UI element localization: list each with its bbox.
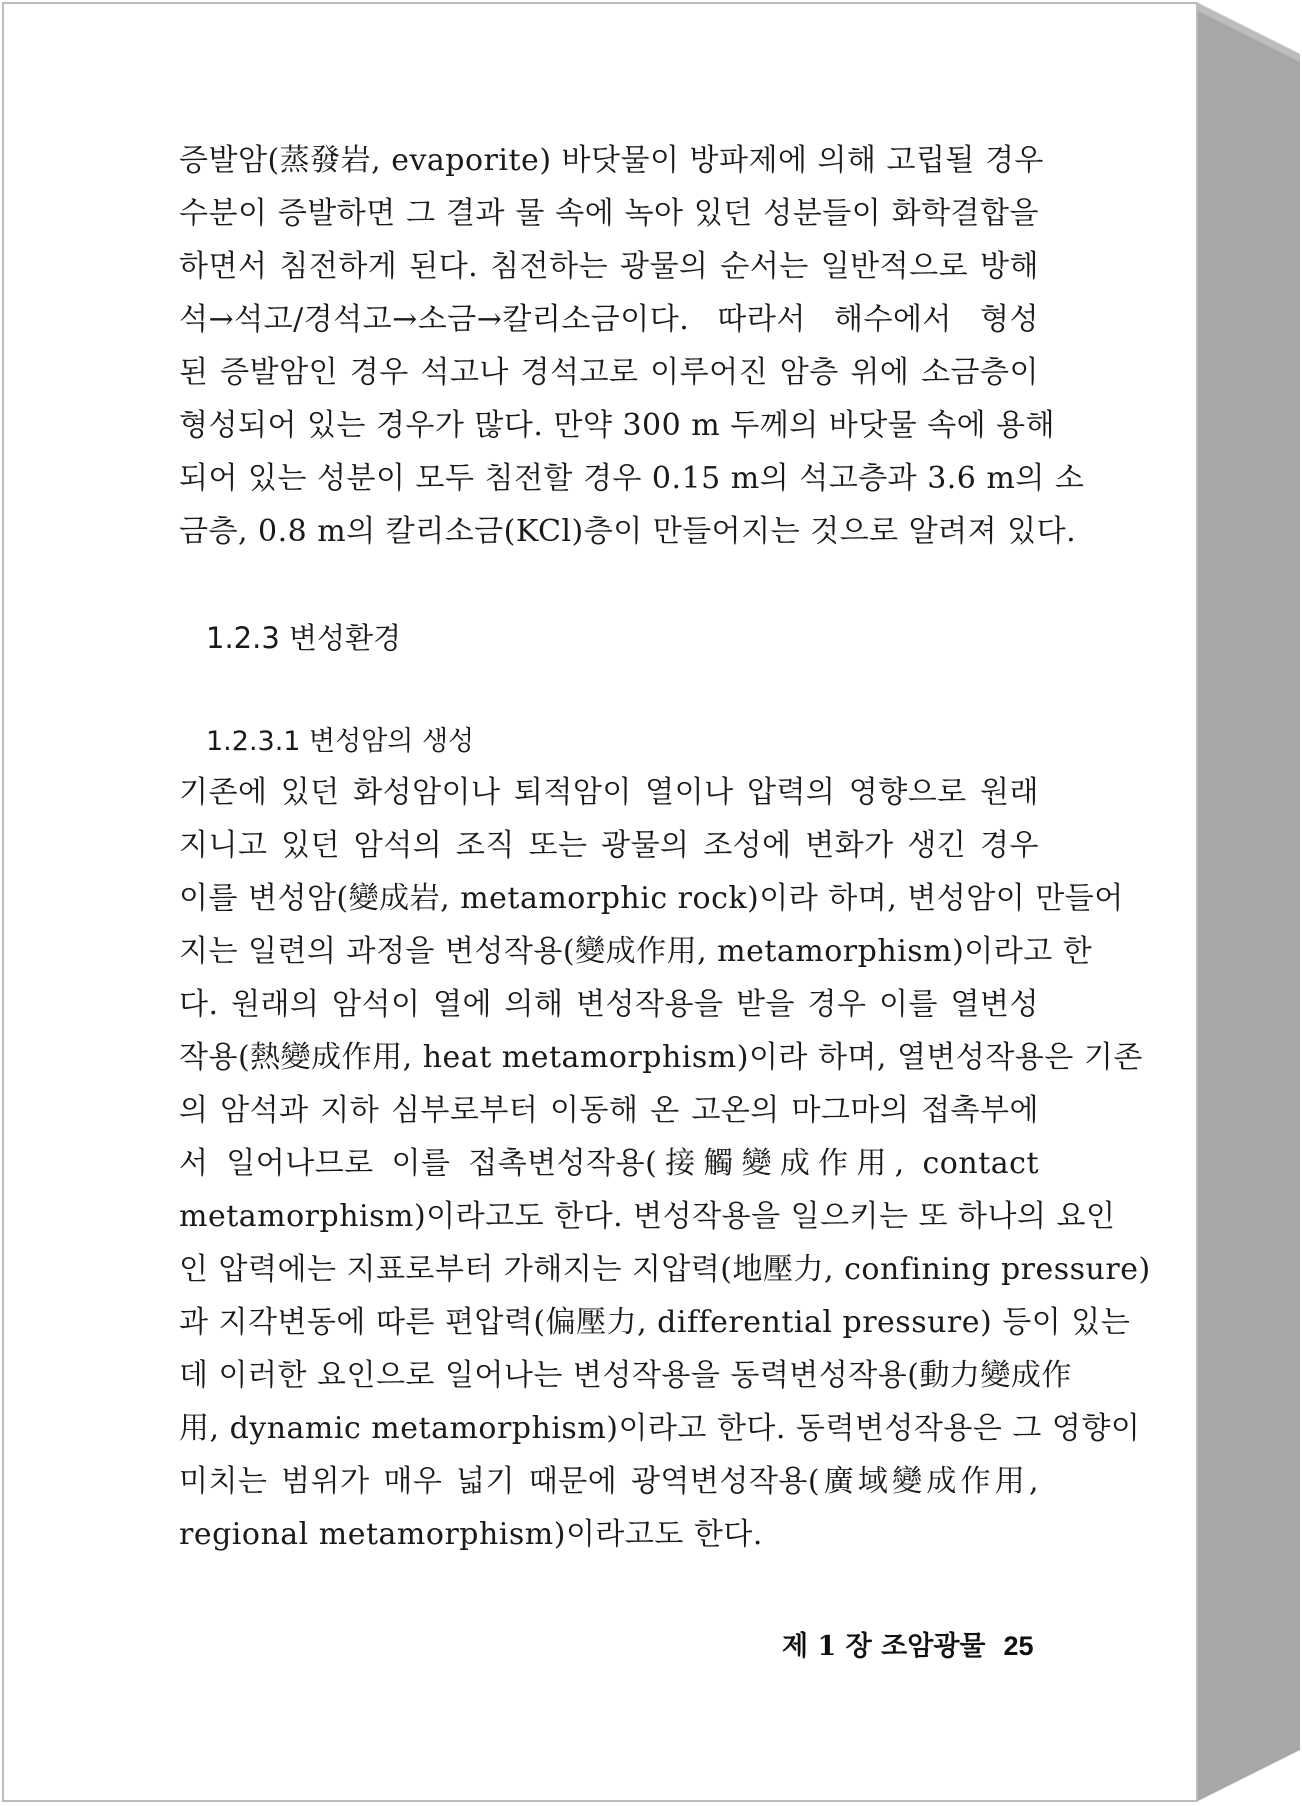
page-number: 25: [1003, 1631, 1034, 1661]
document-page: [2, 2, 1198, 1802]
text-line: 석→석고/경석고→소금→칼리소금이다. 따라서 해수에서 형성: [179, 302, 1039, 337]
text-line: 형성되어 있는 경우가 많다. 만약 300 m 두께의 바닷물 속에 용해: [179, 408, 1056, 443]
section-heading: 1.2.3 변성환경: [206, 621, 402, 655]
text-line: 미치는 범위가 매우 넓기 때문에 광역변성작용(廣域變成作用,: [179, 1464, 1039, 1499]
text-line: 인 압력에는 지표로부터 가해지는 지압력(地壓力, confining pressure): [179, 1252, 1151, 1287]
text-line: 증발암(蒸發岩, evaporite) 바닷물이 방파제에 의해 고립될 경우: [179, 143, 1044, 178]
text-line: 금층, 0.8 m의 칼리소금(KCl)층이 만들어지는 것으로 알려져 있다.: [179, 514, 1077, 549]
text-line: 지는 일련의 과정을 변성작용(變成作用, metamorphism)이라고 한: [179, 934, 1093, 969]
text-line: 과 지각변동에 따른 편압력(偏壓力, differential pressure) 등이 있는: [179, 1305, 1131, 1340]
text-line: 의 암석과 지하 심부로부터 이동해 온 고온의 마그마의 접촉부에: [179, 1093, 1039, 1128]
text-line: 서 일어나므로 이를 접촉변성작용(接觸變成作用, contact: [179, 1146, 1039, 1181]
text-line: 데 이러한 요인으로 일어나는 변성작용을 동력변성작용(動力變成作: [179, 1358, 1072, 1393]
text-line: 이를 변성암(變成岩, metamorphic rock)이라 하며, 변성암이 만들어: [179, 881, 1124, 916]
page-footer: [782, 1624, 1034, 1663]
text-line: metamorphism)이라고도 한다. 변성작용을 일으키는 또 하나의 요인: [179, 1199, 1116, 1234]
text-line: 하면서 침전하게 된다. 침전하는 광물의 순서는 일반적으로 방해: [179, 249, 1039, 284]
chapter-title: 제 1 장 조암광물: [782, 1631, 986, 1662]
text-line: 지니고 있던 암석의 조직 또는 광물의 조성에 변화가 생긴 경우: [179, 828, 1039, 863]
text-line: 작용(熱變成作用, heat metamorphism)이라 하며, 열변성작용은 기존: [179, 1040, 1143, 1075]
text-line: 다. 원래의 암석이 열에 의해 변성작용을 받을 경우 이를 열변성: [179, 987, 1039, 1022]
subsection-heading: 1.2.3.1 변성암의 생성: [206, 726, 475, 757]
metamorphic-paragraph: [179, 766, 1151, 1561]
text-line: 기존에 있던 화성암이나 퇴적암이 열이나 압력의 영향으로 원래: [179, 775, 1039, 810]
book-edge: [1196, 2, 1300, 1802]
text-line: 되어 있는 성분이 모두 침전할 경우 0.15 m의 석고층과 3.6 m의 소: [179, 461, 1085, 496]
text-line: 수분이 증발하면 그 결과 물 속에 녹아 있던 성분들이 화학결합을: [179, 196, 1039, 231]
evaporite-paragraph: [179, 134, 1085, 558]
text-line: regional metamorphism)이라고도 한다.: [179, 1517, 763, 1552]
text-line: 用, dynamic metamorphism)이라고 한다. 동력변성작용은 그 영향이: [179, 1411, 1141, 1446]
text-line: 된 증발암인 경우 석고나 경석고로 이루어진 암층 위에 소금층이: [179, 355, 1039, 390]
